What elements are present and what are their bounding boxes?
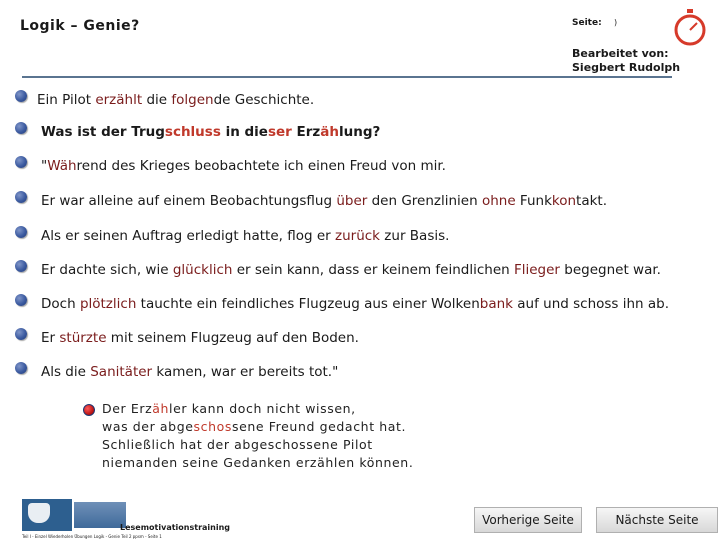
story-line-7: Doch plötzlich tauchte ein feindliches Flugzeug aus einer Wolkenbank auf und schoss ihn ab. bbox=[41, 296, 670, 312]
author-label: Bearbeitet von: bbox=[572, 47, 669, 60]
bullet-icon bbox=[15, 122, 27, 134]
header-divider bbox=[22, 76, 672, 78]
story-line-3: "Während des Krieges beobachtete ich einen Freud von mir. bbox=[41, 158, 446, 174]
logo-banner bbox=[74, 502, 126, 528]
author-block bbox=[572, 47, 680, 75]
author-name: Siegbert Rudolph bbox=[572, 61, 681, 74]
story-line-2: Was ist der Trugschluss in dieser Erzählung? bbox=[41, 124, 381, 140]
bullet-icon bbox=[15, 156, 27, 168]
story-line-6: Er dachte sich, wie glücklich er sein kann, dass er keinem feindlichen Flieger begegnet war. bbox=[41, 262, 661, 278]
bullet-icon bbox=[15, 294, 27, 306]
page-title: Logik – Genie? bbox=[20, 18, 140, 34]
bullet-icon bbox=[15, 362, 27, 374]
answer-line-1: Der Erzähler kann doch nicht wissen, bbox=[102, 401, 356, 416]
bullet-icon bbox=[15, 260, 27, 272]
answer-line-4: niemanden seine Gedanken erzählen können. bbox=[102, 455, 414, 470]
story-line-9: Als die Sanitäter kamen, war er bereits tot." bbox=[41, 364, 339, 380]
bullet-icon bbox=[15, 191, 27, 203]
bullet-icon bbox=[15, 90, 27, 102]
bullet-icon bbox=[15, 328, 27, 340]
story-line-1: Ein Pilot erzählt die folgende Geschichte. bbox=[37, 92, 315, 108]
answer-line-3: Schließlich hat der abgeschossene Pilot bbox=[102, 437, 373, 452]
bullet-icon bbox=[15, 226, 27, 238]
stopwatch-icon[interactable] bbox=[672, 8, 708, 46]
logo-cup-icon bbox=[28, 503, 50, 523]
footer-brand: Lesemotivationstraining bbox=[120, 523, 231, 532]
story-line-4: Er war alleine auf einem Beobachtungsflug über den Grenzlinien ohne Funkkontakt. bbox=[41, 193, 608, 209]
footer-path: Teil I - Einzel Wiederholen Übungen Logik - Genie Teil 2 ppsm - Seite 1 bbox=[22, 534, 162, 539]
previous-page-button[interactable]: Vorherige Seite bbox=[474, 507, 582, 533]
answer-line-2: was der abgeschossene Freund gedacht hat. bbox=[102, 419, 407, 434]
page-number: ) bbox=[614, 18, 618, 27]
page-label: Seite: bbox=[572, 18, 602, 28]
story-line-8: Er stürzte mit seinem Flugzeug auf den Boden. bbox=[41, 330, 359, 346]
answer-text bbox=[102, 400, 413, 472]
story-line-5: Als er seinen Auftrag erledigt hatte, flog er zurück zur Basis. bbox=[41, 228, 450, 244]
next-page-button[interactable]: Nächste Seite bbox=[596, 507, 718, 533]
answer-bullet-icon[interactable] bbox=[83, 404, 95, 416]
